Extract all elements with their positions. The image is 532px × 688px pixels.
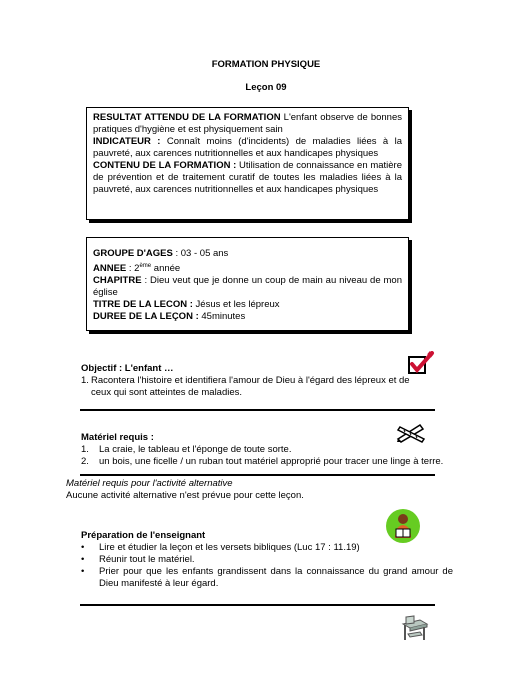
duree-row [93, 311, 402, 323]
bullet: • [81, 554, 85, 565]
indicateur-text: Connaît moins (d'incidents) de maladies liées à la pauvreté, aux carences nutritionnelles et aux handicapes physiques [93, 136, 402, 159]
groupe-row [93, 248, 402, 260]
formation-box [86, 107, 409, 220]
annee-sup: ème [139, 263, 152, 269]
titre-text: Jésus et les lépreux [192, 299, 280, 311]
preparation-item-text: Lire et étudier la leçon et les versets bibliques (Luc 17 : 11.19) [99, 542, 360, 553]
materiel-item-text: un bois, une ficelle / un ruban tout matériel approprié pour tracer une linge à terre. [99, 456, 444, 467]
titre-row [93, 299, 402, 311]
preparation-item-text: Prier pour que les enfants grandissent dans la connaissance du grand amour de Dieu manifesté à leur égard. [99, 566, 453, 589]
chapitre-row [93, 275, 402, 299]
preparation-item-text: Réunir tout le matériel. [99, 554, 195, 565]
objectif-section [81, 363, 411, 399]
chapitre-label: CHAPITRE [93, 275, 142, 287]
contenu-label: CONTENU DE LA FORMATION : [93, 160, 237, 171]
materiel-item-number: 1. [81, 444, 89, 455]
chapitre-text: : Dieu veut que je donne un coup de main au niveau de mon église [93, 275, 402, 299]
indicateur-label: INDICATEUR : [93, 136, 161, 147]
resultat-label: RESULTAT ATTENDU DE LA FORMATION [93, 112, 281, 123]
groupe-label: GROUPE D'AGES [93, 248, 173, 259]
contenu-paragraph [93, 160, 402, 196]
annee-row [93, 260, 402, 275]
lesson-info-box [86, 237, 409, 331]
materiel-item-number: 2. [81, 456, 89, 467]
materiel-item [81, 444, 461, 456]
annee-text: : 2 [126, 263, 140, 275]
groupe-text: : 03 - 05 ans [172, 248, 229, 259]
duree-text: 45minutes [198, 311, 246, 323]
resultat-paragraph [93, 112, 402, 136]
annee-label: ANNEE [93, 263, 127, 275]
annee-suffix: année [151, 263, 181, 275]
classroom-desk-icon [400, 614, 430, 642]
titre-label: TITRE DE LA LECON : [93, 299, 193, 311]
alternative-text: Aucune activité alternative n'est prévue pour cette leçon. [66, 490, 304, 501]
divider-3 [80, 604, 435, 606]
objectif-item-number: 1. [81, 375, 89, 386]
materiel-heading: Matériel requis : [81, 432, 154, 443]
divider-1 [80, 409, 435, 411]
bullet: • [81, 566, 85, 577]
alternative-heading: Matériel requis pour l'activité alternative [66, 478, 233, 489]
preparation-item [81, 566, 453, 590]
objectif-item-text: Racontera l'histoire et identifiera l'amour de Dieu à l'égard des lépreux et de ceux qui sont atteintes de maladies. [91, 375, 410, 398]
teacher-reading-icon [385, 508, 421, 544]
pencil-ruler-icon [396, 421, 428, 443]
preparation-item [81, 554, 453, 566]
preparation-heading: Préparation de l'enseignant [81, 530, 206, 541]
bullet: • [81, 542, 85, 553]
duree-label: DUREE DE LA LEÇON : [93, 311, 199, 323]
contenu-text: Utilisation de connaissance en matière de prévention et de traitement curatif de toutes les maladies liées à la pauvreté, aux carences nutritionnelles et aux handicapes physiques [93, 160, 402, 195]
lesson-number: Leçon 09 [245, 82, 287, 93]
page-title: FORMATION PHYSIQUE [211, 59, 321, 70]
objectif-item [81, 375, 411, 399]
materiel-item [81, 456, 461, 468]
objectif-heading: Objectif : L'enfant … [81, 363, 174, 374]
divider-2 [80, 474, 435, 476]
alternative-section [66, 478, 466, 502]
indicateur-paragraph [93, 136, 402, 160]
checkbox-check-icon [407, 351, 435, 377]
materiel-item-text: La craie, le tableau et l'éponge de toute sorte. [99, 444, 292, 455]
resultat-text: L'enfant observe de bonnes pratiques d'hygiène et est physiquement sain [93, 112, 402, 135]
